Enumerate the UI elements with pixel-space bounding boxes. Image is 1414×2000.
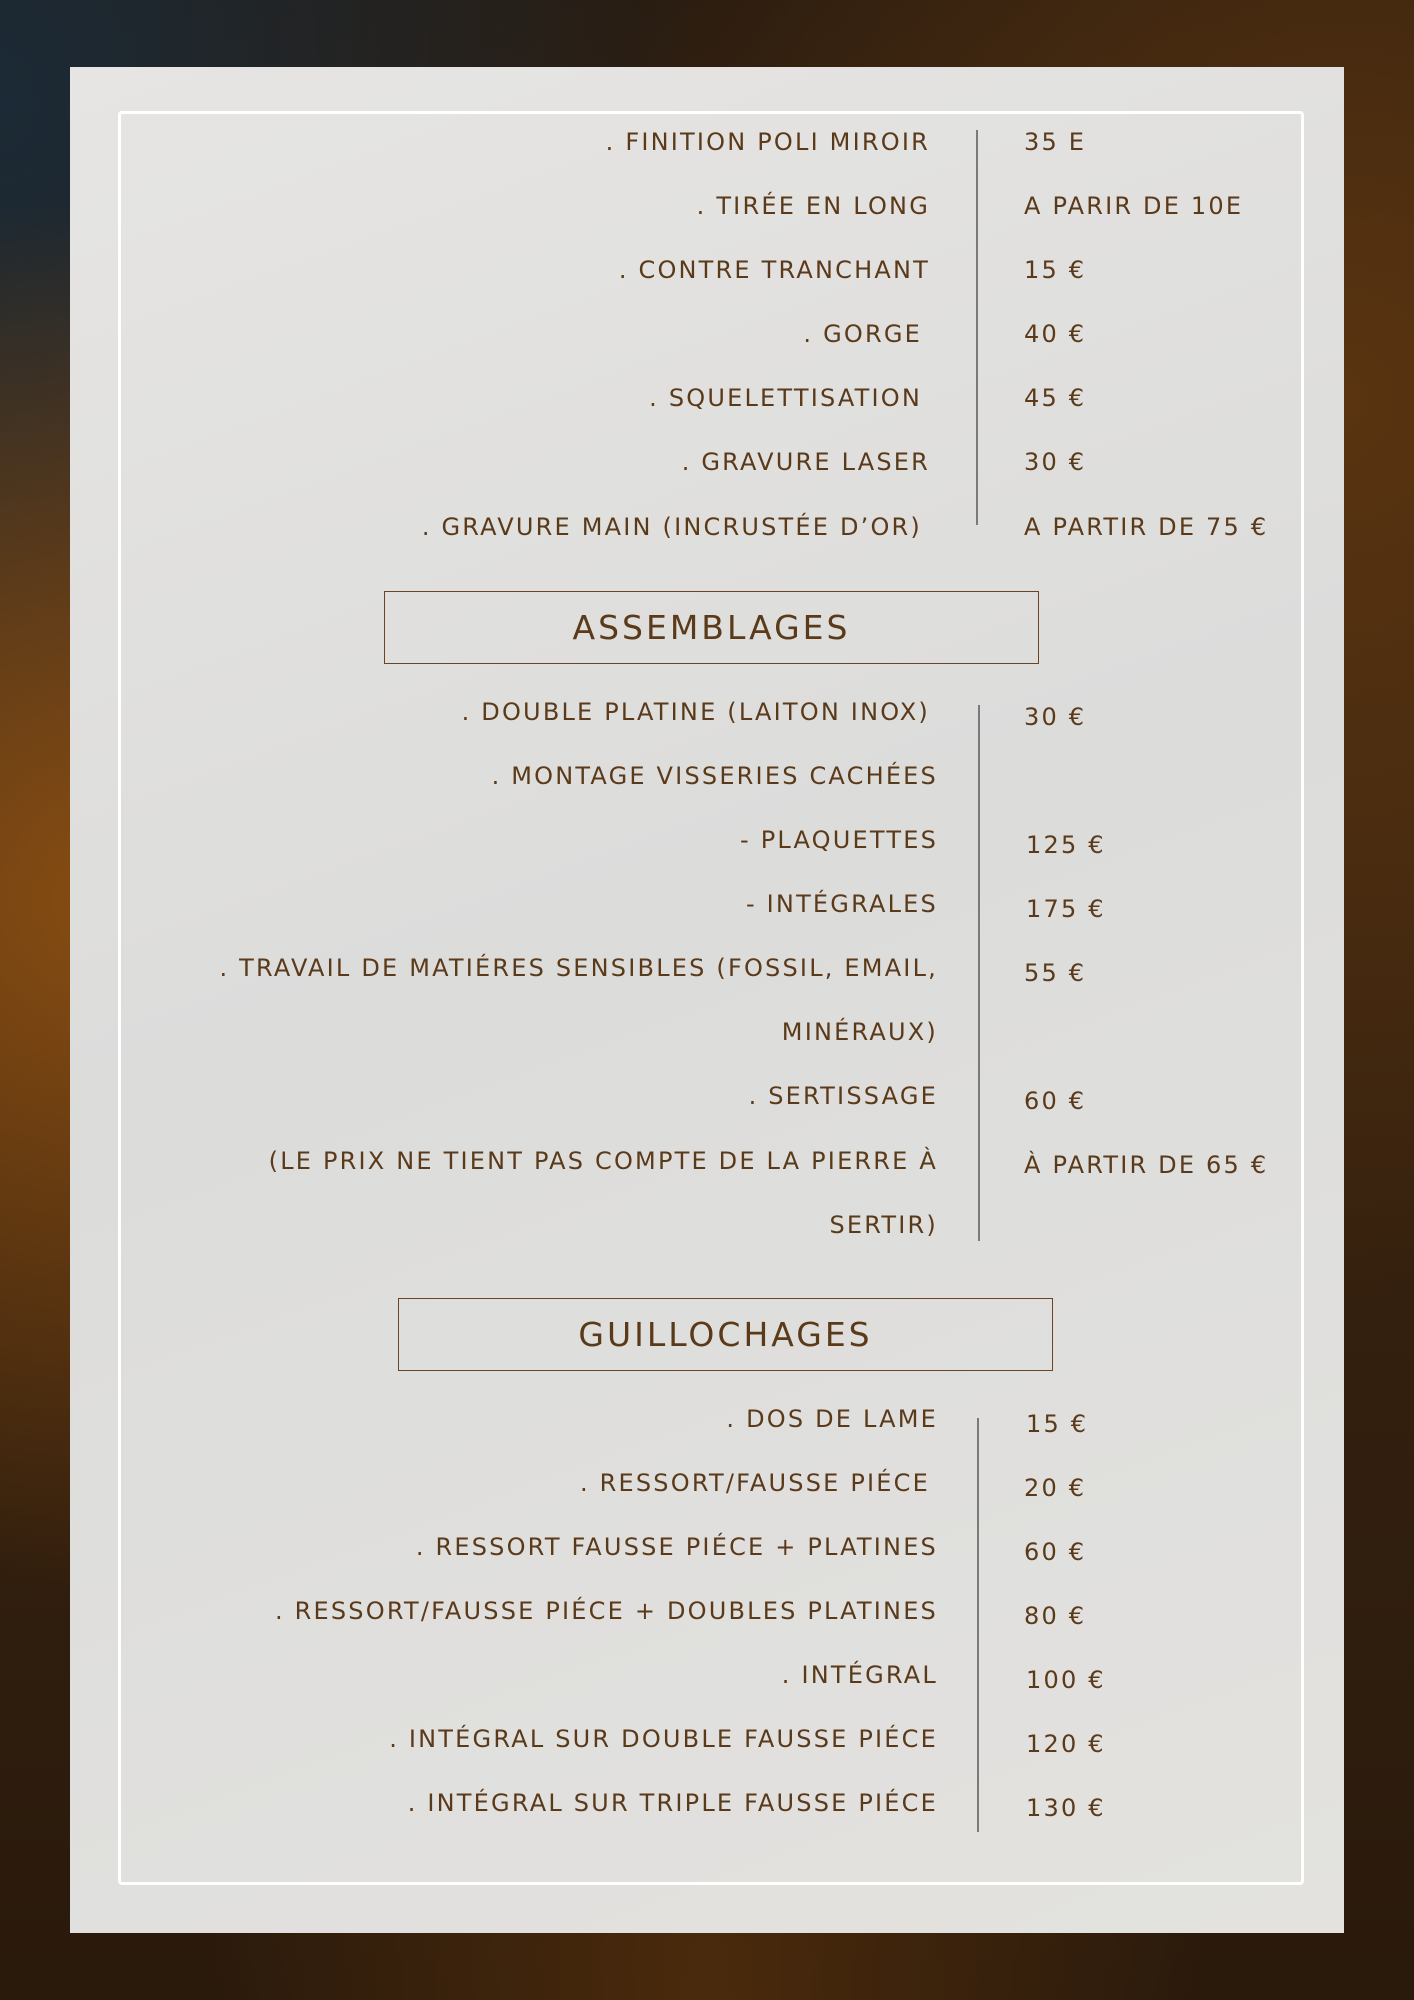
assemblages-title: ASSEMBLAGES: [572, 608, 851, 647]
guillochage-price: 20 €: [1024, 1474, 1087, 1502]
guillochage-price: 60 €: [1024, 1538, 1087, 1566]
service-price: 15 €: [1024, 256, 1087, 284]
service-price: 40 €: [1024, 320, 1087, 348]
guillochage-price: 80 €: [1024, 1602, 1087, 1630]
assemblage-label: - PLAQUETTES: [740, 826, 938, 854]
assemblage-label: - INTÉGRALES: [745, 890, 938, 918]
assemblage-price: 30 €: [1024, 703, 1087, 731]
assemblage-label: . TRAVAIL DE MATIÉRES SENSIBLES (FOSSIL, EMAIL,: [219, 954, 938, 982]
guillochage-label: . RESSORT FAUSSE PIÉCE + PLATINES: [415, 1533, 938, 1561]
service-price: A PARTIR DE 75 €: [1024, 513, 1269, 541]
assemblage-label: MINÉRAUX): [781, 1018, 938, 1046]
guillochage-label: . INTÉGRAL SUR TRIPLE FAUSSE PIÉCE: [407, 1789, 938, 1817]
services-divider: [976, 130, 978, 525]
guillochage-price: 130 €: [1026, 1794, 1106, 1822]
service-label: . CONTRE TRANCHANT: [618, 256, 930, 284]
assemblage-price: À PARTIR DE 65 €: [1024, 1151, 1269, 1179]
service-price: 35 E: [1024, 128, 1087, 156]
guillochage-label: . RESSORT/FAUSSE PIÉCE + DOUBLES PLATINES: [274, 1597, 938, 1625]
guillochage-label: . DOS DE LAME: [726, 1405, 938, 1433]
assemblage-label: . MONTAGE VISSERIES CACHÉES: [491, 762, 938, 790]
assemblage-price: 125 €: [1026, 831, 1106, 859]
guillochages-heading-box: [398, 1298, 1053, 1371]
service-label: . TIRÉE EN LONG: [696, 192, 930, 220]
service-label: . GRAVURE LASER: [681, 448, 930, 476]
assemblages-divider: [978, 705, 980, 1241]
service-label: . FINITION POLI MIROIR: [605, 128, 930, 156]
guillochages-title: GUILLOCHAGES: [578, 1315, 873, 1354]
guillochage-label: . RESSORT/FAUSSE PIÉCE: [579, 1469, 930, 1497]
assemblage-label: SERTIR): [829, 1211, 938, 1239]
assemblage-price: 55 €: [1024, 959, 1087, 987]
assemblage-label: . SERTISSAGE: [748, 1082, 938, 1110]
service-price: 30 €: [1024, 448, 1087, 476]
service-label: . GRAVURE MAIN (INCRUSTÉE D’OR): [421, 513, 922, 541]
assemblage-price: 175 €: [1026, 895, 1106, 923]
guillochage-label: . INTÉGRAL SUR DOUBLE FAUSSE PIÉCE: [389, 1725, 938, 1753]
guillochage-label: . INTÉGRAL: [781, 1661, 938, 1689]
assemblage-price: 60 €: [1024, 1087, 1087, 1115]
service-price: 45 €: [1024, 384, 1087, 412]
guillochage-price: 120 €: [1026, 1730, 1106, 1758]
assemblage-label: (LE PRIX NE TIENT PAS COMPTE DE LA PIERRE À: [268, 1147, 938, 1175]
guillochage-price: 100 €: [1026, 1666, 1106, 1694]
guillochage-price: 15 €: [1026, 1410, 1089, 1438]
service-label: . GORGE: [803, 320, 922, 348]
assemblages-heading-box: [384, 591, 1039, 664]
assemblage-label: . DOUBLE PLATINE (LAITON INOX): [461, 698, 930, 726]
service-price: A PARIR DE 10E: [1024, 192, 1244, 220]
service-label: . SQUELETTISATION: [649, 384, 922, 412]
guillochages-divider: [977, 1418, 979, 1832]
